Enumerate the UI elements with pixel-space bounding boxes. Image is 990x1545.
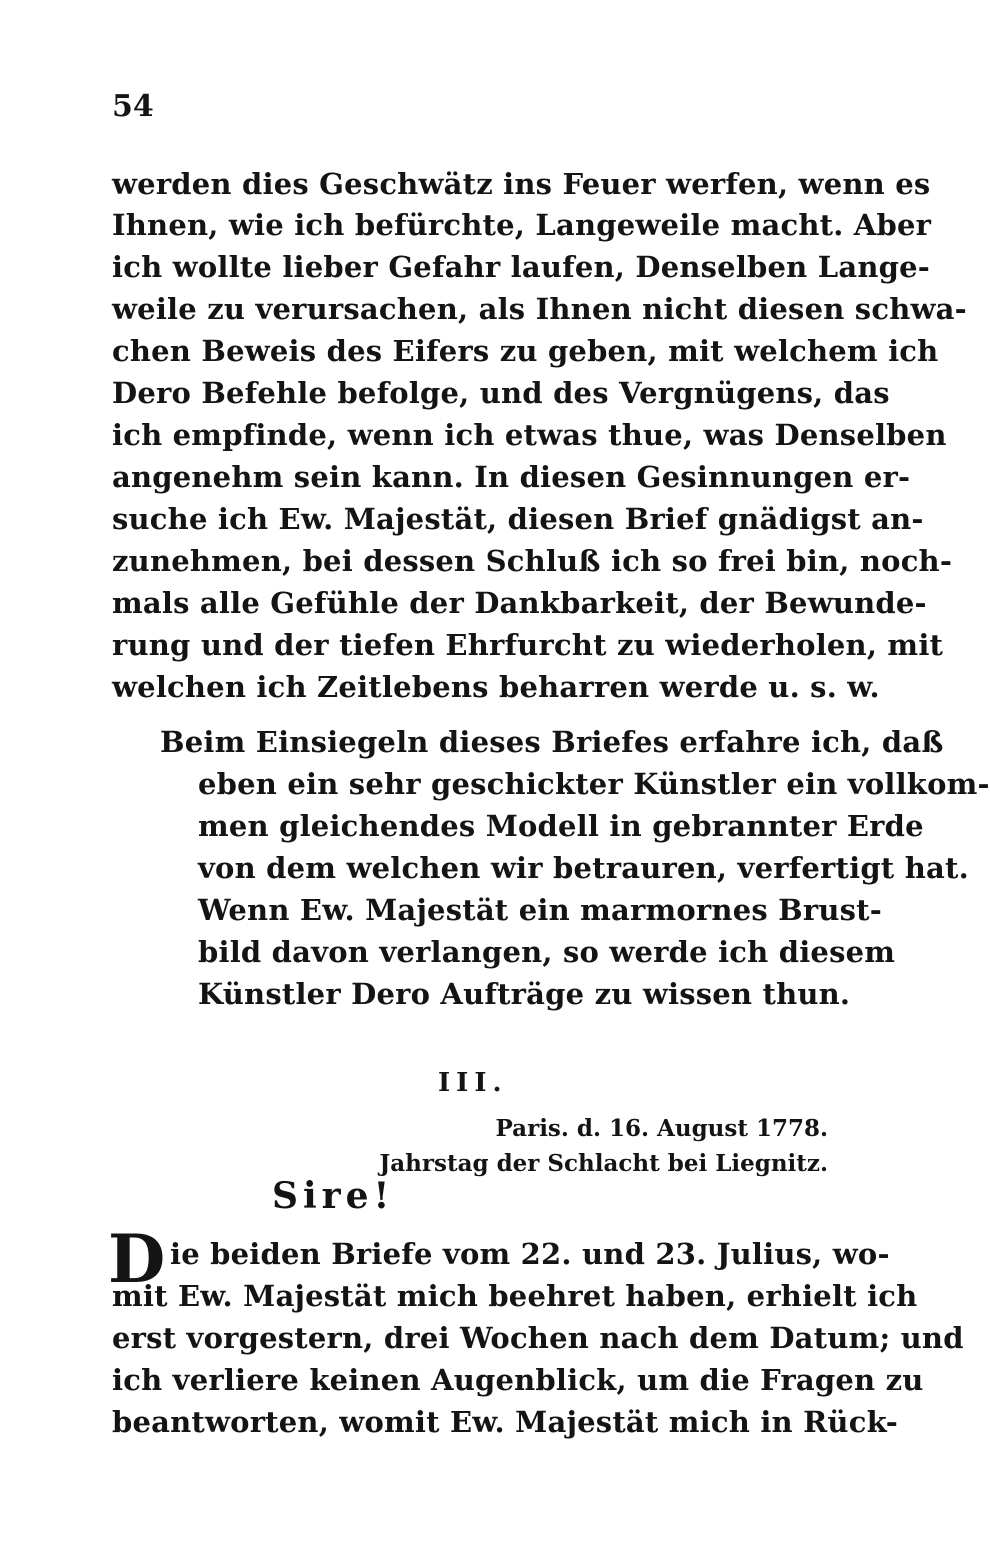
text-line: ich empfinde, wenn ich etwas thue, was Denselben xyxy=(112,418,947,452)
text-line: rung und der tiefen Ehrfurcht zu wiederholen, mit xyxy=(112,628,944,662)
dateline-place-date: Paris. d. 16. August 1778. xyxy=(495,1115,828,1142)
text-line: suche ich Ew. Majestät, diesen Brief gnädigst an- xyxy=(112,502,924,536)
text-line: weile zu verursachen, als Ihnen nicht diesen schwa- xyxy=(112,292,967,326)
text-line: welchen ich Zeitlebens beharren werde u. s. w. xyxy=(112,670,880,704)
text-line: beantworten, womit Ew. Majestät mich in Rück- xyxy=(112,1405,898,1439)
text-line: eben ein sehr geschickter Künstler ein vollkom- xyxy=(198,767,990,801)
text-line: Dero Befehle befolge, und des Vergnügens, das xyxy=(112,376,890,410)
text-line: ie beiden Briefe vom 22. und 23. Julius, wo- xyxy=(170,1237,890,1271)
text-line: Beim Einsiegeln dieses Briefes erfahre ich, daß xyxy=(160,725,944,759)
text-line: zunehmen, bei dessen Schluß ich so frei bin, noch- xyxy=(112,544,953,578)
text-line: erst vorgestern, drei Wochen nach dem Datum; und xyxy=(112,1321,964,1355)
salutation: Sire! xyxy=(272,1175,395,1217)
text-line: Ihnen, wie ich befürchte, Langeweile macht. Aber xyxy=(112,208,932,242)
drop-cap: D xyxy=(108,1220,166,1298)
text-line: ich verliere keinen Augenblick, um die Fragen zu xyxy=(112,1363,924,1397)
text-line: mit Ew. Majestät mich beehret haben, erhielt ich xyxy=(112,1279,918,1313)
text-line: ich wollte lieber Gefahr laufen, Denselben Lange- xyxy=(112,250,930,284)
section-number: III. xyxy=(438,1068,508,1098)
page-number: 54 xyxy=(112,89,154,124)
text-line: bild davon verlangen, so werde ich diesem xyxy=(198,935,896,969)
text-line: angenehm sein kann. In diesen Gesinnungen er- xyxy=(112,460,911,494)
dateline-anniversary: Jahrstag der Schlacht bei Liegnitz. xyxy=(379,1150,828,1177)
text-line: von dem welchen wir betrauren, verfertigt hat. xyxy=(198,851,969,885)
text-line: werden dies Geschwätz ins Feuer werfen, wenn es xyxy=(112,167,931,201)
text-line: men gleichendes Modell in gebrannter Erde xyxy=(198,809,924,843)
text-line: chen Beweis des Eifers zu geben, mit welchem ich xyxy=(112,334,939,368)
text-line: Künstler Dero Aufträge zu wissen thun. xyxy=(198,977,851,1011)
text-line: Wenn Ew. Majestät ein marmornes Brust- xyxy=(198,893,883,927)
text-line: mals alle Gefühle der Dankbarkeit, der Bewunde- xyxy=(112,586,927,620)
